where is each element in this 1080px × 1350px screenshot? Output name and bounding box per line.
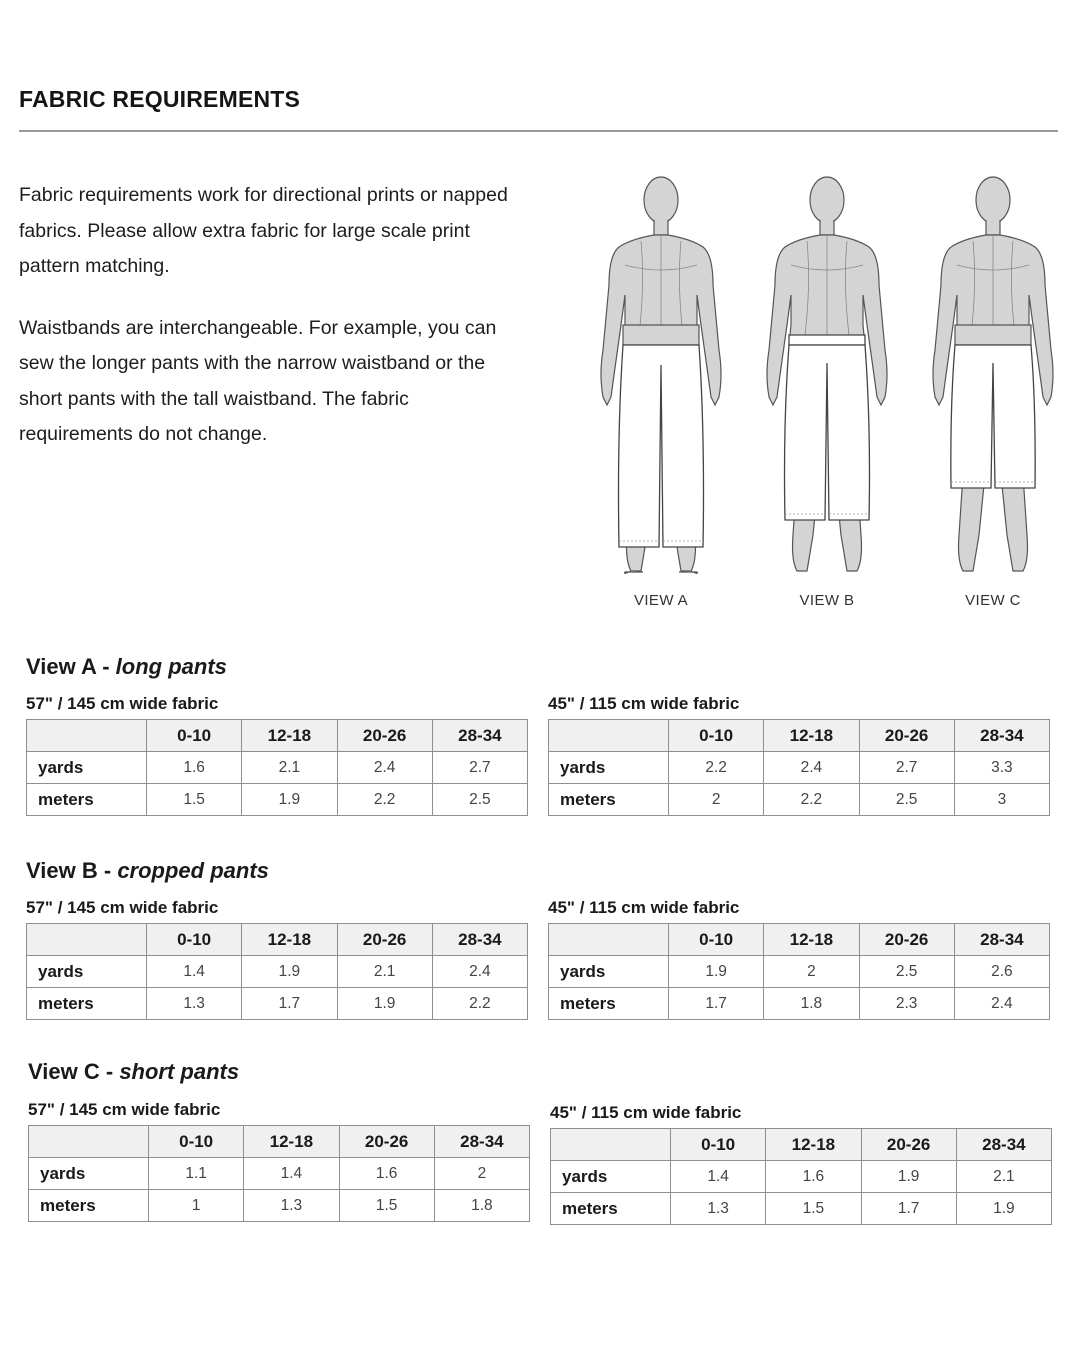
size-header: 0-10 (669, 924, 764, 956)
table-cell: 2.4 (432, 956, 527, 988)
row-label-meters: meters (549, 784, 669, 816)
table-cell: 2 (669, 784, 764, 816)
size-header: 12-18 (242, 720, 337, 752)
view-c-narrow-fabric (550, 1103, 1052, 1225)
table-header-row (551, 1129, 1052, 1161)
size-header: 20-26 (859, 720, 954, 752)
table-cell: 2.2 (764, 784, 859, 816)
fabric-width-caption: 57" / 145 cm wide fabric (26, 694, 219, 713)
table-cell: 1.9 (956, 1193, 1051, 1225)
size-header: 12-18 (244, 1126, 339, 1158)
view-name: View B (26, 858, 98, 883)
corner-cell (27, 924, 147, 956)
size-header: 0-10 (147, 720, 242, 752)
table-row (551, 1161, 1052, 1193)
intro-paragraph-1: Fabric requirements work for directional prints or napped fabrics. Please allow extra fabric for large scale print pattern matching. (19, 184, 508, 277)
corner-cell (29, 1126, 149, 1158)
table-row (27, 956, 528, 988)
table-header-row (27, 924, 528, 956)
view-description: cropped pants (117, 858, 269, 883)
figure-label-view-a: VIEW A (633, 592, 689, 609)
view-a-narrow-fabric (548, 694, 1050, 816)
table-cell: 2.5 (859, 956, 954, 988)
table-cell: 1 (149, 1190, 244, 1222)
fabric-width-caption: 45" / 115 cm wide fabric (548, 898, 740, 917)
table-row (29, 1158, 530, 1190)
size-header: 12-18 (766, 1129, 861, 1161)
table-row (549, 784, 1050, 816)
row-label-yards: yards (27, 956, 147, 988)
table-cell: 2 (764, 956, 859, 988)
view-b-narrow-fabric (548, 898, 1050, 1020)
size-header: 0-10 (147, 924, 242, 956)
table-cell: 1.6 (339, 1158, 434, 1190)
table-cell: 2.1 (956, 1161, 1051, 1193)
table-header-row (549, 720, 1050, 752)
fabric-width-caption: 57" / 145 cm wide fabric (26, 898, 219, 917)
table-header-row (29, 1126, 530, 1158)
row-label-meters: meters (27, 784, 147, 816)
table-cell: 1.3 (147, 988, 242, 1020)
size-header: 12-18 (764, 924, 859, 956)
intro-text (19, 178, 519, 479)
fabric-table (548, 719, 1050, 816)
table-header-row (27, 720, 528, 752)
figure-label-view-b: VIEW B (799, 592, 855, 609)
corner-cell (549, 924, 669, 956)
table-cell: 1.6 (766, 1161, 861, 1193)
view-a-wide-fabric (26, 694, 528, 816)
table-row (549, 956, 1050, 988)
table-row (27, 988, 528, 1020)
table-cell: 1.4 (147, 956, 242, 988)
table-cell: 2.7 (432, 752, 527, 784)
table-cell: 2.7 (859, 752, 954, 784)
page-title: FABRIC REQUIREMENTS (19, 86, 301, 112)
table-cell: 1.3 (671, 1193, 766, 1225)
table-row (549, 752, 1050, 784)
table-row (29, 1190, 530, 1222)
corner-cell (27, 720, 147, 752)
size-header: 20-26 (859, 924, 954, 956)
table-cell: 2.2 (669, 752, 764, 784)
size-header: 28-34 (954, 720, 1049, 752)
table-cell: 1.4 (244, 1158, 339, 1190)
row-label-yards: yards (27, 752, 147, 784)
table-cell: 1.4 (671, 1161, 766, 1193)
view-separator: - (97, 858, 118, 883)
view-description: long pants (115, 654, 227, 679)
table-cell: 1.3 (244, 1190, 339, 1222)
table-cell: 1.7 (861, 1193, 956, 1225)
view-c-heading (28, 1059, 239, 1085)
size-header: 0-10 (671, 1129, 766, 1161)
table-cell: 1.9 (861, 1161, 956, 1193)
table-cell: 2 (434, 1158, 529, 1190)
fabric-width-caption: 45" / 115 cm wide fabric (550, 1103, 742, 1122)
fabric-table (28, 1125, 530, 1222)
corner-cell (549, 720, 669, 752)
row-label-yards: yards (549, 956, 669, 988)
table-cell: 2.4 (337, 752, 432, 784)
size-header: 28-34 (954, 924, 1049, 956)
size-header: 28-34 (432, 924, 527, 956)
row-label-meters: meters (549, 988, 669, 1020)
table-cell: 2.5 (432, 784, 527, 816)
table-header-row (549, 924, 1050, 956)
fabric-table (26, 923, 528, 1020)
intro-paragraph-2: Waistbands are interchangeable. For example, you can sew the longer pants with the narrow waistband or the short pants with the tall waistband. The fabric requirements do not change. (19, 316, 497, 445)
table-cell: 1.8 (434, 1190, 529, 1222)
table-cell: 1.5 (766, 1193, 861, 1225)
table-row (27, 784, 528, 816)
table-cell: 1.6 (147, 752, 242, 784)
row-label-meters: meters (27, 988, 147, 1020)
figure-label-view-c: VIEW C (965, 592, 1021, 609)
view-name: View C (28, 1059, 100, 1084)
table-cell: 2.4 (764, 752, 859, 784)
corner-cell (551, 1129, 671, 1161)
table-cell: 2.1 (242, 752, 337, 784)
figure-view-a (601, 177, 721, 573)
table-cell: 1.5 (339, 1190, 434, 1222)
fabric-width-caption: 45" / 115 cm wide fabric (548, 694, 740, 713)
table-cell: 1.9 (242, 784, 337, 816)
figure-view-c (933, 177, 1053, 571)
size-header: 20-26 (339, 1126, 434, 1158)
row-label-meters: meters (551, 1193, 671, 1225)
size-header: 28-34 (432, 720, 527, 752)
table-cell: 2.3 (859, 988, 954, 1020)
figure-view-b (767, 177, 887, 571)
table-cell: 1.9 (337, 988, 432, 1020)
row-label-yards: yards (551, 1161, 671, 1193)
table-cell: 1.7 (669, 988, 764, 1020)
fabric-table (26, 719, 528, 816)
size-header: 28-34 (434, 1126, 529, 1158)
table-row (27, 752, 528, 784)
table-cell: 1.1 (149, 1158, 244, 1190)
table-cell: 1.8 (764, 988, 859, 1020)
size-header: 20-26 (861, 1129, 956, 1161)
fabric-width-caption: 57" / 145 cm wide fabric (28, 1100, 221, 1119)
size-header: 12-18 (242, 924, 337, 956)
row-label-yards: yards (29, 1158, 149, 1190)
size-header: 0-10 (149, 1126, 244, 1158)
view-a-heading (26, 654, 227, 680)
table-cell: 1.7 (242, 988, 337, 1020)
table-cell: 1.9 (669, 956, 764, 988)
table-cell: 2.1 (337, 956, 432, 988)
table-cell: 1.9 (242, 956, 337, 988)
title-divider (19, 130, 1058, 132)
table-cell: 3 (954, 784, 1049, 816)
size-header: 12-18 (764, 720, 859, 752)
table-row (551, 1193, 1052, 1225)
table-cell: 3.3 (954, 752, 1049, 784)
view-description: short pants (119, 1059, 240, 1084)
view-name: View A (26, 654, 97, 679)
view-separator: - (99, 1059, 120, 1084)
table-cell: 2.5 (859, 784, 954, 816)
size-header: 20-26 (337, 720, 432, 752)
row-label-yards: yards (549, 752, 669, 784)
fabric-table (548, 923, 1050, 1020)
table-cell: 2.2 (337, 784, 432, 816)
table-cell: 2.6 (954, 956, 1049, 988)
fabric-table (550, 1128, 1052, 1225)
row-label-meters: meters (29, 1190, 149, 1222)
table-cell: 2.4 (954, 988, 1049, 1020)
size-header: 0-10 (669, 720, 764, 752)
view-b-heading (26, 858, 269, 884)
croquis-figures (590, 175, 1070, 585)
view-c-wide-fabric (28, 1100, 530, 1222)
table-cell: 1.5 (147, 784, 242, 816)
table-row (549, 988, 1050, 1020)
figure-illustrations (590, 175, 1070, 625)
size-header: 28-34 (956, 1129, 1051, 1161)
size-header: 20-26 (337, 924, 432, 956)
view-b-wide-fabric (26, 898, 528, 1020)
view-separator: - (96, 654, 116, 679)
table-cell: 2.2 (432, 988, 527, 1020)
